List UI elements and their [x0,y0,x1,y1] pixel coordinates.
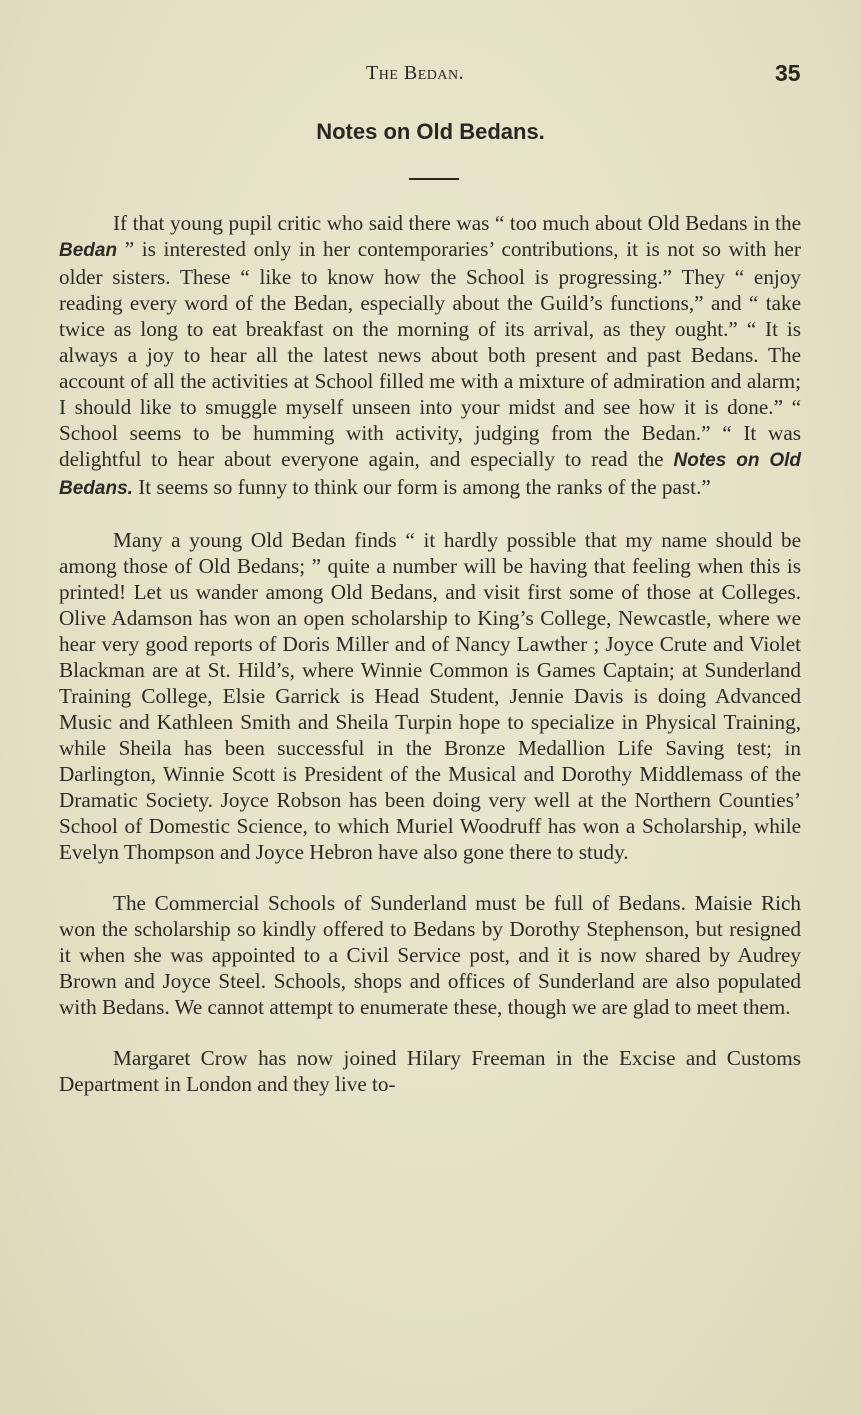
paragraph-1-emphasis-bedan: Bedan [59,240,118,261]
running-header [0,62,861,92]
paragraph-3: The Commercial Schools of Sunderland must be full of Bedans. Maisie Rich won the scholarship so kindly offered to Bedans by Dorothy Stephenson, but resigned it when she was appointed to a Civil Service post, and it is now shared by Audrey Brown and Joyce Steel. Schools, shops and offices of Sunderland are also populated with Bedans. We cannot attempt to enumerate these, though we are glad to meet them. [59,891,801,1019]
title-divider [409,178,459,180]
paragraph-1-emphasis-notes: Notes on Old Bedans. [59,450,801,499]
paragraph-4: Margaret Crow has now joined Hilary Freeman in the Excise and Customs Department in London and they live to- [59,1046,801,1096]
running-title: The Bedan. [366,62,465,84]
article-body [59,210,801,1097]
paragraph-1 [59,210,801,502]
page-number: 35 [775,60,801,86]
article-title: Notes on Old Bedans. [316,119,545,144]
paragraph-1-text-a: If that young pupil critic who said there was “ too much about Old Bedans in the [113,211,801,235]
paragraph-1-text-c: It seems so funny to think our form is among the ranks of the past.” [132,475,711,499]
paragraph-2: Many a young Old Bedan finds “ it hardly possible that my name should be among those of Old Bedans; ” quite a number will be having that feeling when this is printed! Let us wander among Old Bedans, and visit first some of those at Colleges. Olive Adamson has won an open scholarship to King’s College, Newcastle, where we hear very good reports of Doris Miller and of Nancy Lawther ; Joyce Crute and Violet Blackman are at St. Hild’s, where Winnie Common is Games Captain; at Sunderland Training College, Elsie Garrick is Head Student, Jennie Davis is doing Advanced Music and Kathleen Smith and Sheila Turpin hope to specialize in Physical Training, while Sheila has been successful in the Bronze Medallion Life Saving test; in Darlington, Winnie Scott is President of the Musical and Dorothy Middlemass of the Dramatic Society. Joyce Robson has been doing very well at the Northern Counties’ School of Domestic Science, to which Muriel Woodruff has won a Scholarship, while Evelyn Thompson and Joyce Hebron have also gone there to study. [59,528,801,864]
paragraph-1-text-b: ” is interested only in her contemporaries’ contributions, it is not so with her older sisters. These “ like to know how the School is progressing.” They “ enjoy reading every word of the Bedan, especially about the Guild’s functions,” and “ take twice as long to eat breakfast on the morning of its arrival, as they ought.” “ It is always a joy to hear all the latest news about both present and past Bedans. The account of all the activities at School filled me with a mixture of admiration and alarm; I should like to smuggle myself unseen into your midst and see how it is done.” “ School seems to be humming with activity, judging from the Bedan.” “ It was delightful to hear about everyone again, and especially to read the [59,237,801,471]
